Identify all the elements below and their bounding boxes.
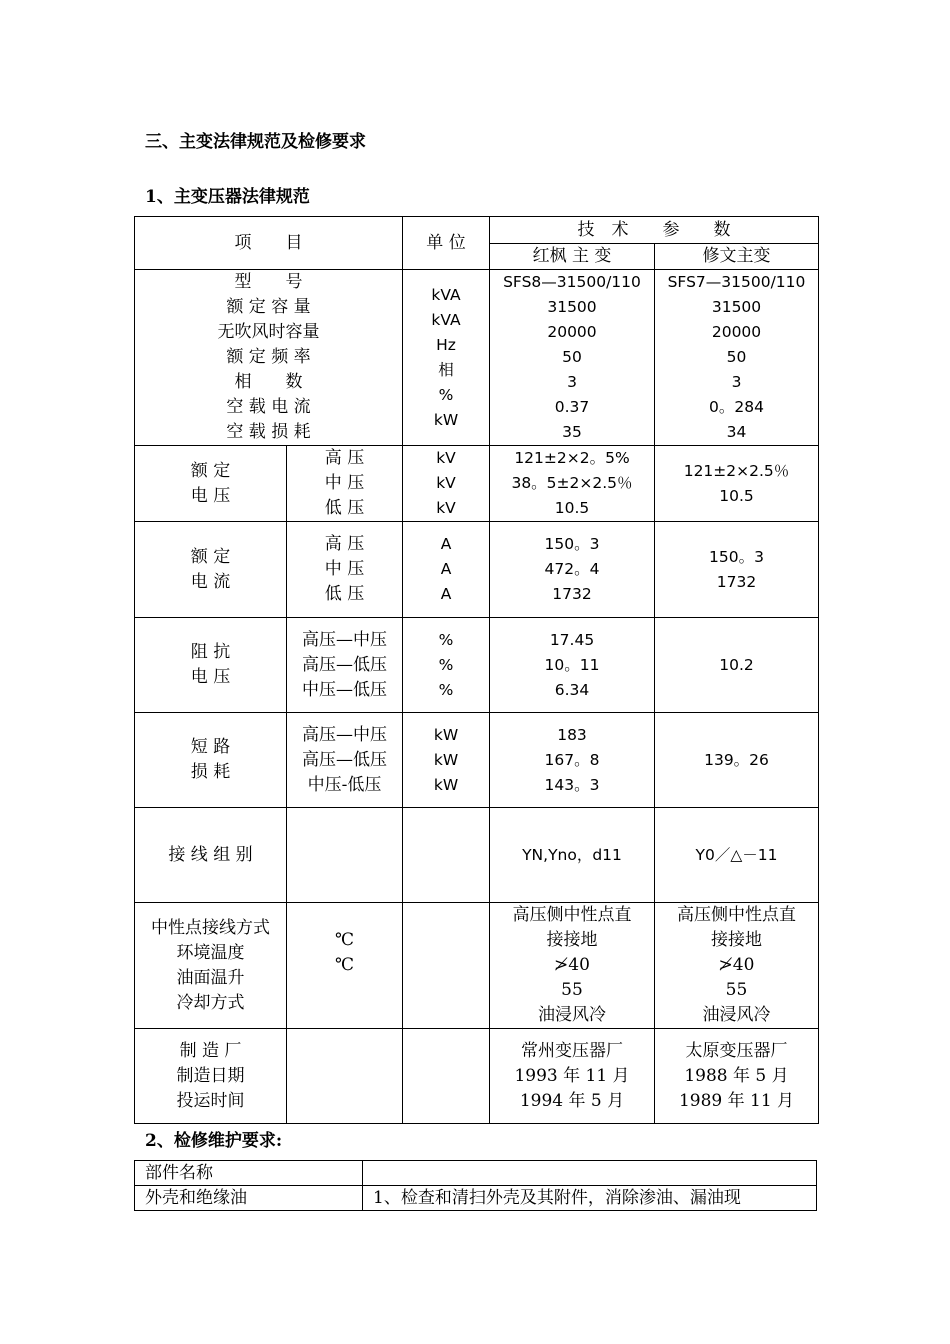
maint-header-content [363, 1161, 817, 1186]
impedance-group-label: 阻 抗 电 压 [135, 618, 287, 713]
header-col-xiuwen: 修文主变 [655, 244, 819, 270]
connection-empty-sub [287, 808, 403, 903]
connection-empty-unit [403, 808, 490, 903]
shortloss-group-label: 短 路 损 耗 [135, 713, 287, 808]
current-values-hongfeng: 150。3 472。4 1732 [490, 522, 655, 618]
voltage-values-xiuwen: 121±2×2.5％ 10.5 [655, 446, 819, 522]
connection-value-hongfeng: YN,Yno，d11 [490, 808, 655, 903]
current-group-label: 额 定 电 流 [135, 522, 287, 618]
maint-header-part-name: 部件名称 [135, 1161, 363, 1186]
shortloss-values-xiuwen: 139。26 [655, 713, 819, 808]
misc-items: 中性点接线方式 环境温度 油面温升 冷却方式 [135, 903, 287, 1029]
misc-units: ℃ ℃ [287, 903, 403, 1029]
misc-empty-unit [403, 903, 490, 1029]
maker-values-hongfeng: 常州变压器厂 1993 年 11 月 1994 年 5 月 [490, 1029, 655, 1124]
voltage-group-label: 额 定 电 压 [135, 446, 287, 522]
basic-values-xiuwen: SFS7—31500/110 31500 20000 50 3 0。284 34 [655, 270, 819, 446]
header-item: 项 目 [135, 217, 403, 270]
maker-empty-sub [287, 1029, 403, 1124]
maintenance-table [134, 1160, 817, 1211]
basic-items: 型 号 额 定 容 量 无吹风时容量 额 定 频 率 相 数 空 载 电 流 空 载 损 耗 [135, 270, 403, 446]
connection-label: 接 线 组 别 [135, 808, 287, 903]
connection-value-xiuwen: Y0／△－11 [655, 808, 819, 903]
basic-units: kVA kVA Hz 相 % kW [403, 270, 490, 446]
header-col-hongfeng: 红枫 主 变 [490, 244, 655, 270]
section-title: 三、主变法律规范及检修要求 [145, 132, 366, 152]
maker-items: 制 造 厂 制造日期 投运时间 [135, 1029, 287, 1124]
impedance-units: % % % [403, 618, 490, 713]
misc-values-hongfeng: 高压侧中性点直 接接地 ≯40 55 油浸风冷 [490, 903, 655, 1029]
voltage-sub-labels: 高 压 中 压 低 压 [287, 446, 403, 522]
header-unit: 单 位 [403, 217, 490, 270]
impedance-values-xiuwen: 10.2 [655, 618, 819, 713]
maint-row-part: 外壳和绝缘油 [135, 1186, 363, 1211]
maker-empty-unit [403, 1029, 490, 1124]
shortloss-values-hongfeng: 183 167。8 143。3 [490, 713, 655, 808]
subsection-title-maintenance: 2、检修维护要求: [145, 1131, 283, 1151]
misc-values-xiuwen: 高压侧中性点直 接接地 ≯40 55 油浸风冷 [655, 903, 819, 1029]
voltage-values-hongfeng: 121±2×2。5% 38。5±2×2.5％ 10.5 [490, 446, 655, 522]
impedance-values-hongfeng: 17.45 10。11 6.34 [490, 618, 655, 713]
current-units: A A A [403, 522, 490, 618]
shortloss-sub-labels: 高压—中压 高压—低压 中压-低压 [287, 713, 403, 808]
basic-values-hongfeng: SFS8—31500/110 31500 20000 50 3 0.37 35 [490, 270, 655, 446]
subsection-title-spec: 1、主变压器法律规范 [145, 187, 310, 207]
transformer-spec-table [134, 216, 819, 1124]
header-tech-params: 技 术 参 数 [490, 217, 819, 244]
voltage-units: kV kV kV [403, 446, 490, 522]
impedance-sub-labels: 高压—中压 高压—低压 中压—低压 [287, 618, 403, 713]
current-sub-labels: 高 压 中 压 低 压 [287, 522, 403, 618]
maint-row-content: 1、检查和清扫外壳及其附件，消除渗油、漏油现 [363, 1186, 817, 1211]
current-values-xiuwen: 150。3 1732 [655, 522, 819, 618]
maker-values-xiuwen: 太原变压器厂 1988 年 5 月 1989 年 11 月 [655, 1029, 819, 1124]
shortloss-units: kW kW kW [403, 713, 490, 808]
